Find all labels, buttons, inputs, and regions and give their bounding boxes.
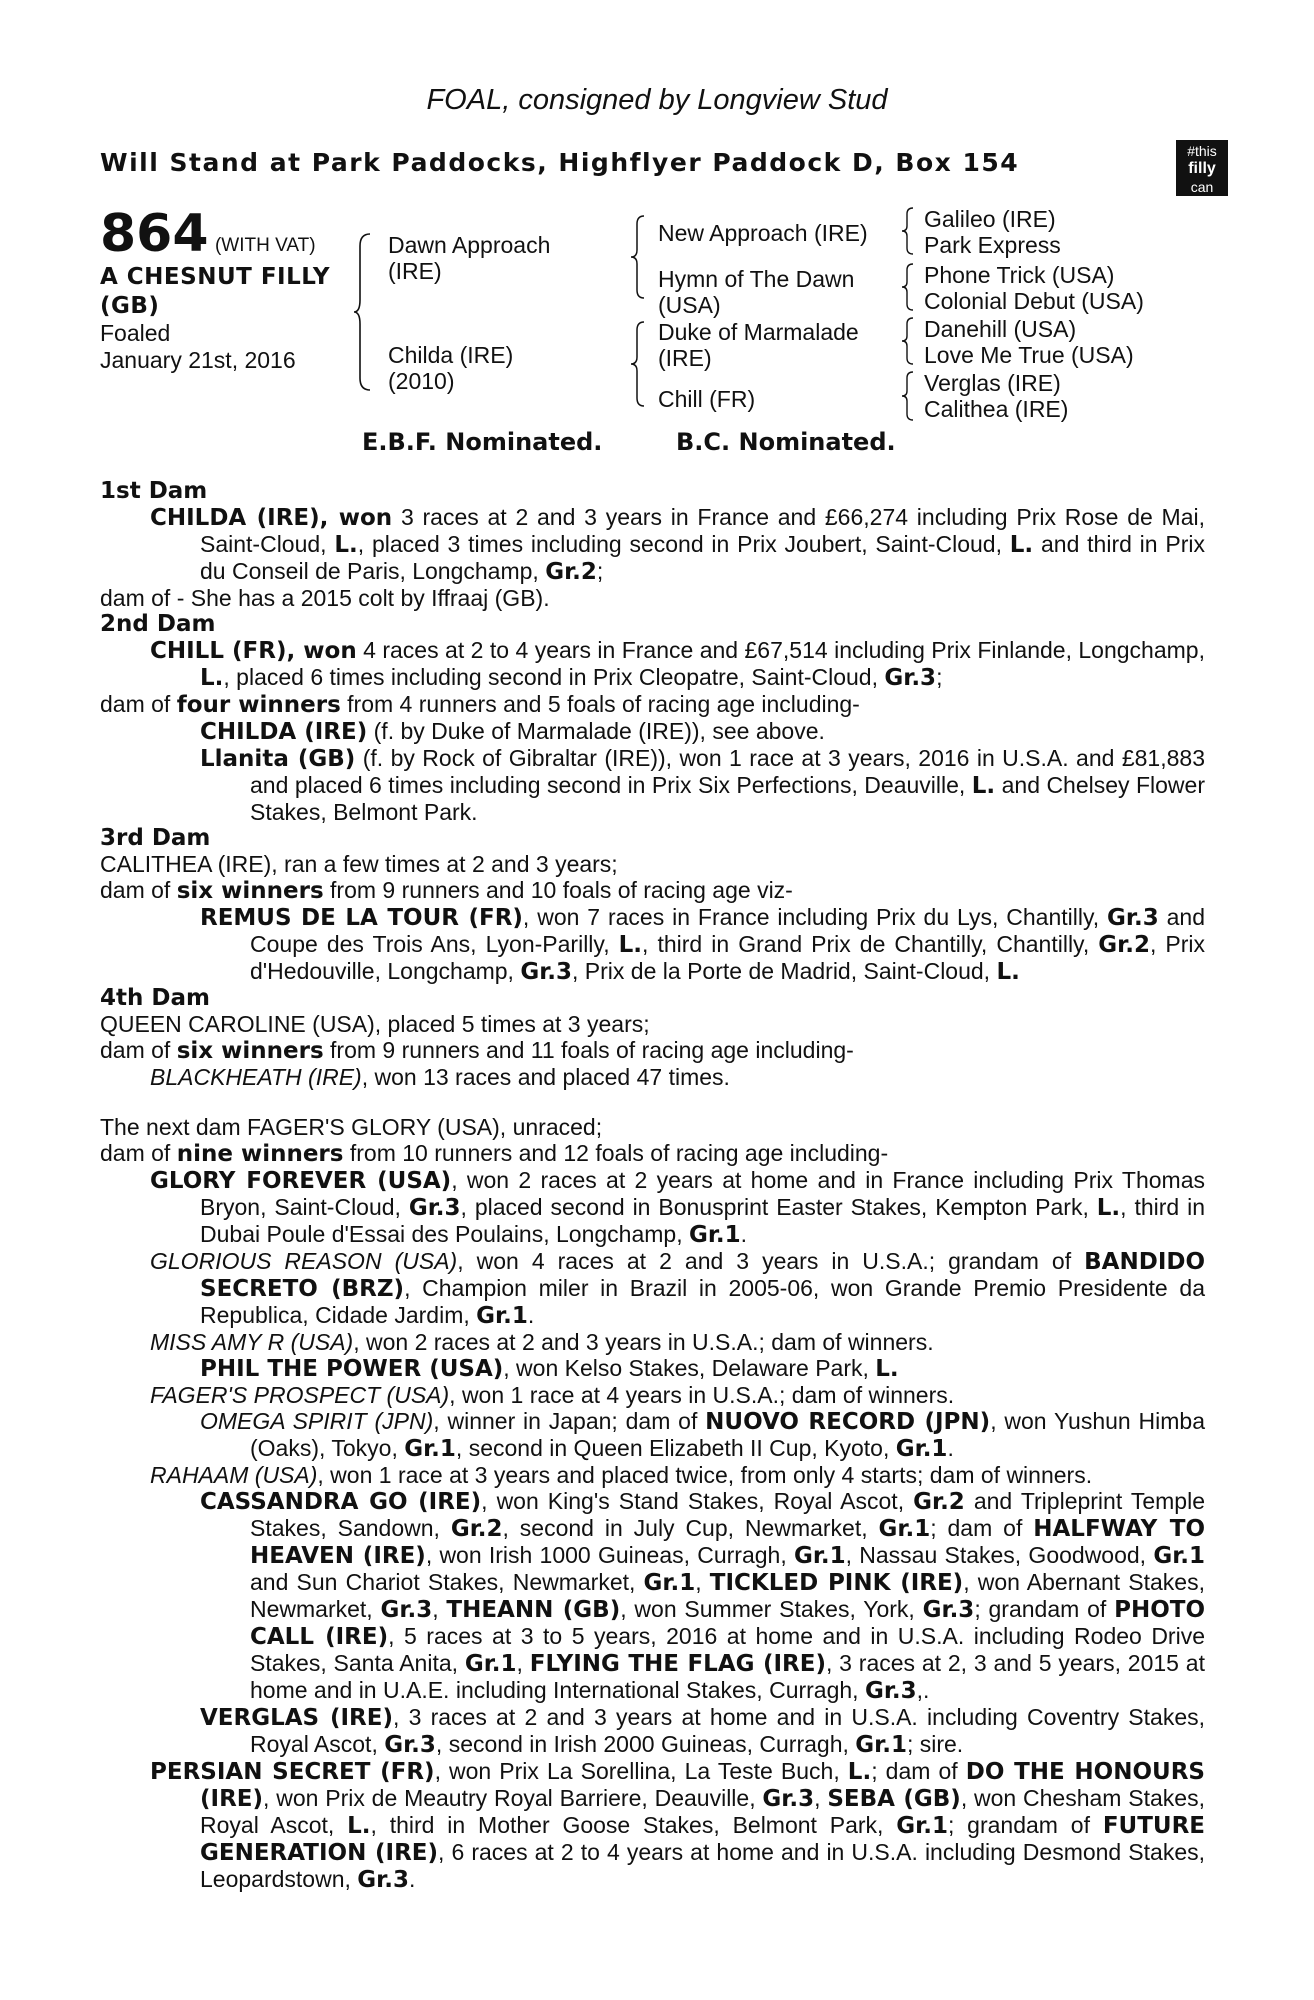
second-dam-heading: 2nd Dam — [100, 611, 216, 637]
ggen-1: Galileo (IRE) — [924, 206, 1056, 232]
pedigree-brace-sire — [628, 214, 650, 300]
vat-label: (WITH VAT) — [214, 235, 316, 256]
lot-info — [100, 206, 360, 374]
ggen-4: Colonial Debut (USA) — [924, 288, 1144, 314]
foal-miss-amy-r: MISS AMY R (USA), won 2 races at 2 and 3 years in U.S.A.; dam of winners. — [150, 1329, 934, 1355]
sire-name: Dawn Approach (IRE) — [388, 232, 551, 284]
foaled-date: January 21st, 2016 — [100, 347, 296, 373]
first-dam-heading: 1st Dam — [100, 478, 208, 504]
sire-dam: Hymn of The Dawn (USA) — [658, 266, 855, 318]
pedigree-brace-g3 — [900, 316, 918, 366]
foal-persian-secret: PERSIAN SECRET (FR), won Prix La Sorellina, La Teste Buch, L.; dam of DO THE HONOURS (IRE), won Prix de Meautry Royal Barriere, Deauville, Gr.3, SEBA (GB), won Chesham Stakes, Royal Ascot, L., third in Mother Goose Stakes, Belmont Park, Gr.1; grandam of FUTURE GENERATION (IRE), 6 races at 2 to 4 years at home and in U.S.A. including Desmond Stakes, Leopardstown, Gr.3. — [150, 1758, 1205, 1893]
bc-nominated: B.C. Nominated. — [676, 428, 896, 456]
third-dam-foal-1: REMUS DE LA TOUR (FR), won 7 races in France including Prix du Lys, Chantilly, Gr.3 and Coupe des Trois Ans, Lyon-Parilly, L., third in Grand Prix de Chantilly, Chantilly, Gr.2, Prix d'Hedouville, Longchamp, Gr.3, Prix de la Porte de Madrid, Saint-Cloud, L. — [200, 904, 1206, 985]
pedigree-brace-gen1 — [352, 232, 374, 392]
ggen-3: Phone Trick (USA) — [924, 262, 1115, 288]
sire-sire: New Approach (IRE) — [658, 220, 868, 246]
foal-cassandra-go: CASSANDRA GO (IRE), won King's Stand Stakes, Royal Ascot, Gr.2 and Tripleprint Temple Stakes, Sandown, Gr.2, second in July Cup, Newmarket, Gr.1; dam of HALFWAY TO HEAVEN (IRE), won Irish 1000 Guineas, Curragh, Gr.1, Nassau Stakes, Goodwood, Gr.1 and Sun Chariot Stakes, Newmarket, Gr.1, TICKLED PINK (IRE), won Abernant Stakes, Newmarket, Gr.3, THEANN (GB), won Summer Stakes, York, Gr.3; grandam of PHOTO CALL (IRE), 5 races at 3 to 5 years, 2016 at home and in U.S.A. including Rodeo Drive Stakes, Santa Anita, Gr.1, FLYING THE FLAG (IRE), 3 races at 2, 3 and 5 years, 2015 at home and in U.A.E. including International Stakes, Curragh, Gr.3,. — [200, 1488, 1205, 1704]
dam-dam: Chill (FR) — [658, 386, 756, 412]
next-dam-text: The next dam FAGER'S GLORY (USA), unraced; — [100, 1114, 603, 1140]
lot-number: 864 — [100, 204, 209, 264]
pedigree-brace-g4 — [900, 370, 918, 422]
ggen-7: Verglas (IRE) — [924, 370, 1061, 396]
next-dam-produce: dam of nine winners from 10 runners and 12 foals of racing age including- — [100, 1140, 889, 1167]
stand-location: Will Stand at Park Paddocks, Highflyer Paddock D, Box 154 — [100, 148, 1020, 177]
catalogue-body — [100, 478, 1205, 1893]
fourth-dam-produce: dam of six winners from 9 runners and 11 foals of racing age including- — [100, 1037, 854, 1064]
foaled-label: Foaled — [100, 320, 171, 346]
ebf-nominated: E.B.F. Nominated. — [362, 428, 603, 456]
third-dam-text: CALITHEA (IRE), ran a few times at 2 and 3 years; — [100, 851, 618, 877]
dam-sire: Duke of Marmalade (IRE) — [658, 319, 859, 371]
ggen-5: Danehill (USA) — [924, 316, 1077, 342]
lot-sex: A CHESNUT FILLY — [100, 264, 330, 290]
foal-verglas: VERGLAS (IRE), 3 races at 2 and 3 years at home and in U.S.A. including Coventry Stakes, Royal Ascot, Gr.3, second in Irish 2000 Guineas, Curragh, Gr.1; sire. — [200, 1704, 1205, 1758]
fourth-dam-text: QUEEN CAROLINE (USA), placed 5 times at 3 years; — [100, 1011, 650, 1037]
ggen-8: Calithea (IRE) — [924, 396, 1069, 422]
fourth-dam-heading: 4th Dam — [100, 985, 210, 1011]
first-dam-text: CHILDA (IRE), won 3 races at 2 and 3 years in France and £66,274 including Prix Rose de Mai, Saint-Cloud, L., placed 3 times including second in Prix Joubert, Saint-Cloud, L. and third in Prix du Conseil de Paris, Longchamp, Gr.2; — [150, 504, 1205, 585]
consignment-title: FOAL, consigned by Longview Stud — [426, 84, 888, 116]
pedigree-brace-g1 — [900, 206, 918, 256]
foal-glorious-reason: GLORIOUS REASON (USA), won 4 races at 2 and 3 years in U.S.A.; grandam of BANDIDO SECRETO (BRZ), Champion miler in Brazil in 2005-06, won Grande Premio Presidente da Republica, Cidade Jardim, Gr.1. — [150, 1248, 1206, 1329]
first-dam-produce: dam of - She has a 2015 colt by Iffraaj (GB). — [100, 585, 550, 611]
foal-phil-the-power: PHIL THE POWER (USA), won Kelso Stakes, Delaware Park, L. — [200, 1355, 899, 1382]
second-dam-foal-1: CHILDA (IRE) (f. by Duke of Marmalade (IRE)), see above. — [200, 718, 825, 745]
dam-name: Childa (IRE) (2010) — [388, 342, 514, 394]
fourth-dam-foal-1: BLACKHEATH (IRE), won 13 races and placed 47 times. — [150, 1064, 730, 1090]
ggen-2: Park Express — [924, 232, 1061, 258]
pedigree-brace-g2 — [900, 262, 918, 312]
foal-fagers-prospect: FAGER'S PROSPECT (USA), won 1 race at 4 years in U.S.A.; dam of winners. — [150, 1382, 955, 1408]
second-dam-produce: dam of four winners from 4 runners and 5 foals of racing age including- — [100, 691, 860, 718]
foal-rahaam: RAHAAM (USA), won 1 race at 3 years and placed twice, from only 4 starts; dam of winners. — [150, 1462, 1093, 1488]
third-dam-heading: 3rd Dam — [100, 825, 211, 851]
lot-sex-country: (GB) — [100, 293, 160, 319]
third-dam-produce: dam of six winners from 9 runners and 10 foals of racing age viz- — [100, 877, 793, 904]
this-filly-can-logo: #this filly can — [1176, 140, 1228, 196]
pedigree-brace-dam — [628, 320, 650, 408]
ggen-6: Love Me True (USA) — [924, 342, 1134, 368]
second-dam-text: CHILL (FR), won 4 races at 2 to 4 years in France and £67,514 including Prix Finlande, Longchamp, L., placed 6 times including second in Prix Cleopatre, Saint-Cloud, Gr.3; — [150, 637, 1205, 691]
foal-omega-spirit: OMEGA SPIRIT (JPN), winner in Japan; dam of NUOVO RECORD (JPN), won Yushun Himba (Oaks), Tokyo, Gr.1, second in Queen Elizabeth II Cup, Kyoto, Gr.1. — [200, 1408, 1205, 1462]
second-dam-foal-2: Llanita (GB) (f. by Rock of Gibraltar (IRE)), won 1 race at 3 years, 2016 in U.S.A. and £81,883 and placed 6 times including second in Prix Six Perfections, Deauville, L. and Chelsey Flower Stakes, Belmont Park. — [200, 745, 1205, 825]
foal-glory-forever: GLORY FOREVER (USA), won 2 races at 2 years at home and in France including Prix Thomas Bryon, Saint-Cloud, Gr.3, placed second in Bonusprint Easter Stakes, Kempton Park, L., third in Dubai Poule d'Essai des Poulains, Longchamp, Gr.1. — [150, 1167, 1205, 1248]
